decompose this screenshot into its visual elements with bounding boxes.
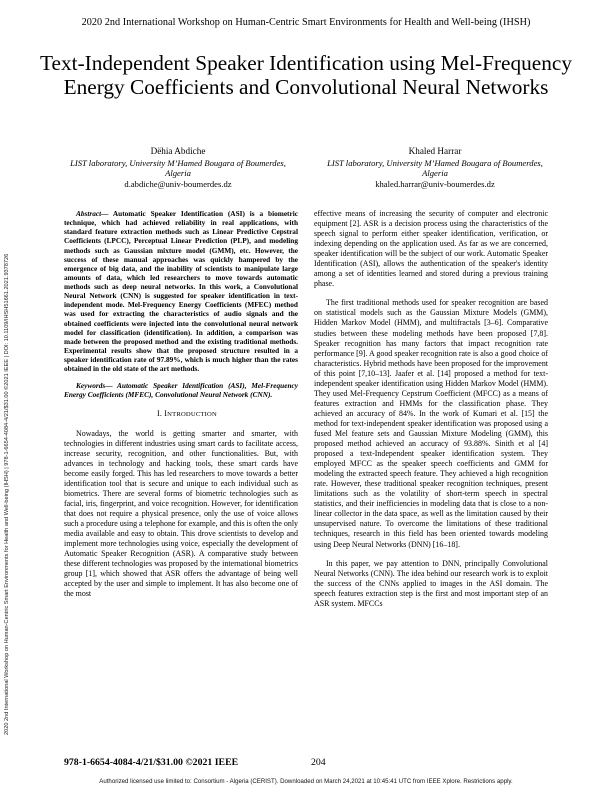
section-name: NTRODUCTION	[167, 410, 217, 418]
body-paragraph: In this paper, we pay attention to DNN, principally Convolutional Neural Networks (CNN). The idea behind our research work is to exploit the success of the CNNs applied to images in the ASI domain. The speech features extraction step is the first and most important step of an ASR system. MFCCs	[314, 558, 548, 608]
left-column	[64, 209, 298, 599]
isbn-copyright: 978-1-6654-4084-4/21/$31.00 ©2021 IEEE	[64, 757, 239, 768]
author-name: Dëhia Abdiche	[150, 146, 206, 156]
page-number: 204	[311, 757, 326, 768]
right-column	[314, 209, 548, 609]
keywords: Keywords— Automatic Speaker Identification (ASI), Mel-Frequency Energy Coefficients (MFEC), Convolutional Neural Network (CNN).	[64, 381, 298, 400]
abstract	[64, 209, 298, 373]
author-country: Algeria	[165, 168, 191, 179]
author-name: Khaled Harrar	[408, 146, 462, 156]
abstract-lead: Abstract—	[76, 209, 109, 218]
abstract-text: Automatic Speaker Identification (ASI) is a biometric technique, which had achieved reliability in real applications, with standard feature extraction methods such as Linear Predictive Cepstral Coefficients (LPCC), Perceptual Linear Prediction (PLP), and modeling methods such as Gaussian mixture model (GMM), etc. However, the success of these manual approaches was quickly hampered by the emergence of big data, and the inability of scientists to manipulate large amounts of data, which led researchers to move towards automatic methods such as deep neural networks. In this work, a Convolutional Neural Network (CNN) is suggested for speaker identification in text-independent mode. Mel-Frequency Energy Coefficients (MFEC) method was used for extracting the characteristics of audio signals and the obtained coefficients were injected into the convolutional neural network model for classification (identification). In addition, a comparison was made between the proposed method and the existing traditional methods. Experimental results show that the proposed structure resulted in a speaker identification rate of 97.89%, which is much higher than the rates obtained in the old state of the art methods.	[64, 209, 298, 374]
conference-header: 2020 2nd International Workshop on Human-Centric Smart Environments for Health and Well-being (IHSH)	[81, 17, 531, 28]
author-affiliation: LIST laboratory, University M’Hamed Bougara of Boumerdes,	[70, 157, 286, 168]
author-block-2	[320, 146, 550, 189]
license-notice: Authorized licensed use limited to: Consortium - Algeria (CERIST). Downloaded on March 24,2021 at 10:45:41 UTC from IEEE Xplore. Restrictions apply.	[99, 778, 513, 785]
section-heading-introduction	[64, 409, 298, 420]
author-email[interactable]: d.abdiche@univ-boumerdes.dz	[124, 178, 232, 189]
author-block-1	[63, 146, 293, 189]
body-paragraph: effective means of increasing the security of computer and electronic equipment [2]. ASR is a decision process using the characteristics of the speech signal to perform either speaker identification, verification, or indexing depending on the application used. As far as we are concerned, speaker identification will be the subject of our work. Automatic Speaker Identification (ASI), allows the authentication of the speaker's identity among a set of identities learned and stored during a previous training phase.	[314, 209, 548, 289]
section-numeral: I. I	[157, 408, 168, 418]
side-doi-strip: 2020 2nd International Workshop on Human-Centric Smart Environments for Health and Well-being (IHSH) | 978-1-6654-4084-4/21/$31.00 ©2021 IEEE | DOI: 10.1109/IHSH51661.2021.9378726	[4, 253, 10, 735]
author-email[interactable]: khaled.harrar@univ-boumerdes.dz	[375, 178, 495, 189]
paper-title: Text-Independent Speaker Identification using Mel-Frequency Energy Coefficients and Convolutional Neural Networks	[40, 51, 572, 99]
body-paragraph: Nowadays, the world is getting smarter and smarter, with technologies in different industries using smart cards to facilitate access, increase security, recognition, and other functionalities. But, with advances in technology and hacking tools, these smart cards have become easily forged. This has led researchers to move towards a better identification tool that is secure and unique to each individual such as biometrics. There are several forms of biometric technologies such as facial, iris, fingerprint, and voice recognition. However, for identification that does not require a physical presence, only the use of voice allows such a procedure using a telephone for example, and this is often the only media available and easy to obtain. This drove scientists to develop and implement more technologies using voice, especially the development of Automatic Speaker Recognition (ASR). A comparative study between these different technologies was proposed by the international biometrics group [1], which showed that ASR offers the advantage of being well accepted by the user and simple to implement. It has also become one of the most	[64, 428, 298, 599]
author-affiliation: LIST laboratory, University M’Hamed Bougara of Boumerdes,	[327, 157, 543, 168]
body-paragraph: The first traditional methods used for speaker recognition are based on statistical models such as the Gaussian Mixture Models (GMM), Hidden Markov Model (HMM), and multifractals [3–6]. Comparative studies between these modeling methods have been proposed [7,8]. Speaker recognition has many factors that impact recognition rate performance [9]. A good speaker recognition rate is also a good choice of characteristics. Hybrid methods have been proposed for the improvement of this point [7,10–13]. Jaafer et al. [14] proposed a method for text-independent speaker identification using Hidden Markov Model (HMM). They used Mel-Frequency Cepstrum Coefficient (MFCC) as a means of features extraction and HMMs for the classification phase. They achieved an accuracy of 84%. In the work of Kumari et al. [15] the method for text-independent speaker identification was proposed using a fused Mel feature sets and Gaussian Mixture Modeling (GMM), this proposed method achieved an accuracy of 93.88%. Sinith et al [4] proposed a text-Independent speaker identification system. They employed MFCC as the speaker speech coefficients and GMM for modeling the extracted speech feature. They achieved a high recognition rate. However, these traditional speaker recognition techniques, present limitations such as the volatility of short-term speech in spectral statistics, and their inefficiencies in modeling data that is close to a non-linear collector in the data space, as well as the limitation caused by their unsupervised nature. To overcome the limitations of these traditional techniques, research in this field has been oriented towards modeling using Deep Neural Networks (DNN) [16–18].	[314, 298, 548, 549]
author-country: Algeria	[422, 168, 448, 179]
